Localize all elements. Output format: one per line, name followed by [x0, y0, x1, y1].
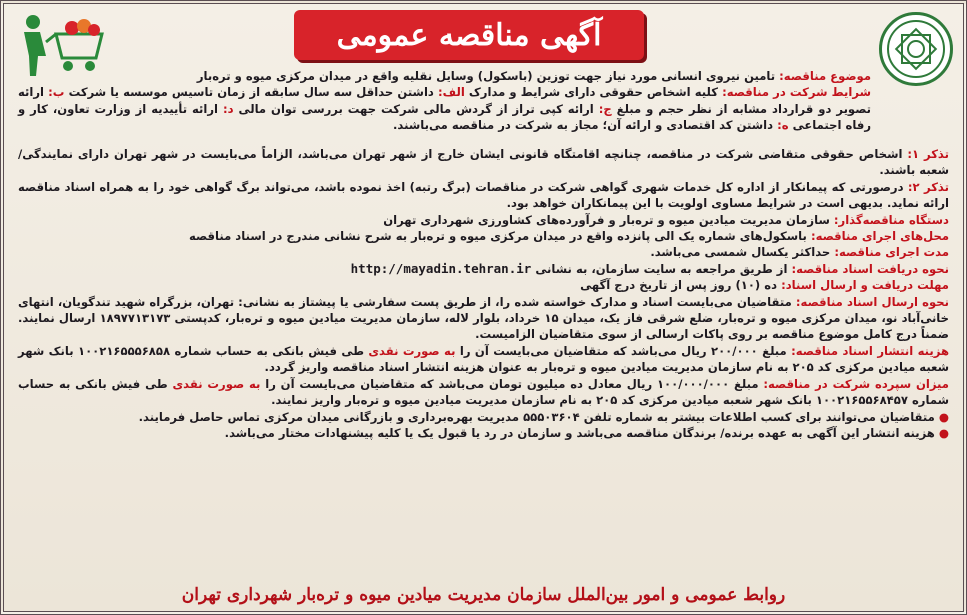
fee-label: هزینه انتشار اسناد مناقصه: — [791, 343, 949, 358]
note2-line — [18, 179, 949, 212]
conditions-jim: ج: — [598, 101, 612, 116]
duration-line — [18, 244, 949, 260]
cost-text: هزینه انتشار این آگهی به عهده برنده/ برندگان مناقصه می‌باشد و سازمان در رد یا قبول یک یا کلیه پیشنهادات مختار می‌باشد. — [224, 425, 935, 440]
deposit-text-2: طی فیش بانکی به حساب شماره ۱۰۰۲۱۶۵۵۶۸۴۵۷ بانک شهر شعبه میادین مرکزی کد ۲۰۵ به نام سازمان مدیریت میادین میوه و تره‌بار واریز نمایند. — [18, 376, 949, 408]
deadline-text: ده (۱۰) روز پس از تاریخ درج آگهی — [580, 278, 778, 293]
note1-line — [18, 146, 949, 179]
conditions-alef: الف: — [438, 85, 465, 100]
conditions-he: ه: — [777, 118, 789, 133]
send-text: متقاضیان می‌بایست اسناد و مدارک خواسته شده را، از طریق پست سفارشی یا پیشتاز به نشانی: تهران، بزرگراه شهید تندگویان، انتهای خانی‌آباد نو، میدان مرکزی میوه و تره‌بار، ضلع شرقی فاز یک، میدان ۱۵ خرداد، بلوار لاله، سازمان مدیریت میادین میوه و تره‌بار، کدپستی ۱۸۹۷۷۱۳۱۷۳ ارسال نمایند. ضمناً درج کامل موضوع مناقصه بر روی پاکات ارسالی از سوی متقاضیان الزامیست. — [18, 294, 950, 342]
note2-label: تذکر ۲: — [907, 179, 949, 194]
cost-line — [18, 425, 949, 441]
footer-signature: روابط عمومی و امور بین‌الملل سازمان مدیریت میادین میوه و تره‌بار شهرداری تهران — [181, 585, 786, 605]
deadline-line — [18, 277, 949, 293]
note2-text: درصورتی که پیمانکار از اداره کل خدمات شهری گواهی شرکت در مناقصات (برگ رتبه) اخذ نموده باشد، می‌تواند برگ گواهی خود را به همراه اسناد مناقصه ارائه نماید. بدیهی است در شرایط مساوی اولویت با این پیمانکاران خواهد بود. — [18, 179, 949, 211]
docs-url-link[interactable]: http://mayadin.tehran.ir — [350, 260, 532, 276]
fee-cash: به صورت نقدی — [368, 343, 456, 358]
conditions-dal: د: — [222, 101, 234, 116]
duration-label: مدت اجرای مناقصه: — [834, 245, 949, 260]
conditions-text-3: ارائه تصویر دو قرارداد مشابه از نظر حجم و مبلغ — [18, 85, 871, 116]
note1-text: اشخاص حقوقی متقاضی شرکت در مناقصه، چنانچه اقامتگاه قانونی ایشان خارج از شهر تهران می‌باشد، الزاماً می‌بایست در شهر تهران دارای نمایندگی/ شعبه باشند. — [18, 147, 949, 178]
location-text: باسکول‌های شماره یک الی پانزده واقع در میدان مرکزی میوه و تره‌بار به شرح نشانی مندرج در اسناد مناقصه — [188, 229, 807, 244]
deposit-label: میزان سپرده شرکت در مناقصه: — [763, 376, 949, 391]
organizer-line — [18, 212, 949, 228]
header — [4, 4, 963, 68]
location-line — [18, 228, 949, 244]
deadline-label: مهلت دریافت و ارسال اسناد: — [781, 278, 949, 293]
docs-text: از طریق مراجعه به سایت سازمان، به نشانی — [535, 261, 788, 276]
municipality-emblem-icon — [879, 12, 953, 86]
bullet-icon: ● — [938, 425, 949, 440]
conditions-text-1: کلیه اشخاص حقوقی دارای شرایط و مدارک — [468, 85, 718, 100]
notice-body-main — [18, 146, 949, 441]
bullet-icon: ● — [938, 409, 949, 424]
info-line — [18, 409, 949, 425]
subject-line — [18, 68, 871, 84]
title-banner — [294, 10, 644, 60]
duration-text: حداکثر یکسال شمسی می‌باشد. — [650, 245, 831, 260]
deposit-cash: به صورت نقدی — [172, 376, 261, 391]
note1-label: تذکر ۱: — [907, 147, 949, 161]
conditions-paragraph — [18, 84, 871, 133]
organizer-label: دستگاه مناقصه‌گذار: — [833, 212, 949, 227]
fee-line — [18, 343, 949, 376]
organizer-text: سازمان مدیریت میادین میوه و تره‌بار و فرآورده‌های کشاورزی شهرداری تهران — [383, 212, 830, 227]
page-title: آگهی مناقصه عمومی — [336, 17, 602, 53]
fee-text-1: مبلغ ۲۰۰/۰۰۰ ریال می‌باشد که متقاضیان می‌بایست آن را — [459, 343, 787, 358]
docs-label: نحوه دریافت اسناد مناقصه: — [791, 261, 949, 276]
fee-text-2: طی فیش بانکی به حساب شماره ۱۰۰۲۱۶۵۵۵۶۸۵۸ بانک شهر شعبه میادین مرکزی کد ۲۰۵ به نام سازمان مدیریت میادین میوه و تره‌بار به عنوان هزینه انتشار اسناد مناقصه واریز گردد. — [18, 343, 949, 375]
conditions-label: شرایط شرکت در مناقصه: — [722, 85, 871, 100]
docs-line — [18, 261, 949, 277]
notice-body-top — [18, 68, 871, 134]
conditions-text-6: داشتن کد اقتصادی و ارائه آن؛ مجاز به شرکت در مناقصه می‌باشند. — [393, 118, 774, 133]
info-text: متقاضیان می‌توانند برای کسب اطلاعات بیشتر به شماره تلفن ۵۵۵۰۳۶۰۴ مدیریت بهره‌برداری و بازرگانی میدان مرکزی تماس حاصل فرمایند. — [138, 409, 935, 424]
conditions-be: ب: — [48, 85, 65, 100]
send-label: نحوه ارسال اسناد مناقصه: — [795, 294, 949, 309]
subject-text: تامین نیروی انسانی مورد نیاز جهت توزین (باسکول) وسایل نقلیه واقع در میدان مرکزی میوه و تره‌بار — [196, 69, 776, 83]
deposit-line — [18, 376, 949, 409]
subject-label: موضوع مناقصه: — [779, 69, 871, 83]
conditions-text-2: داشتن حداقل سه سال سابقه از زمان تاسیس موسسه یا شرکت — [68, 85, 434, 100]
location-label: محل‌های اجرای مناقصه: — [810, 229, 949, 244]
send-line — [18, 294, 949, 343]
conditions-text-4: ارائه کپی تراز از گردش مالی شرکت جهت بررسی توان مالی — [238, 101, 594, 116]
conditions-text-5: ارائه تأییدیه از وزارت تعاون، کار و رفاه اجتماعی — [18, 101, 871, 133]
deposit-text-1: مبلغ ۱۰۰/۰۰۰/۰۰۰ ریال معادل ده میلیون تومان می‌باشد که متقاضیان می‌بایست آن را — [265, 376, 759, 391]
